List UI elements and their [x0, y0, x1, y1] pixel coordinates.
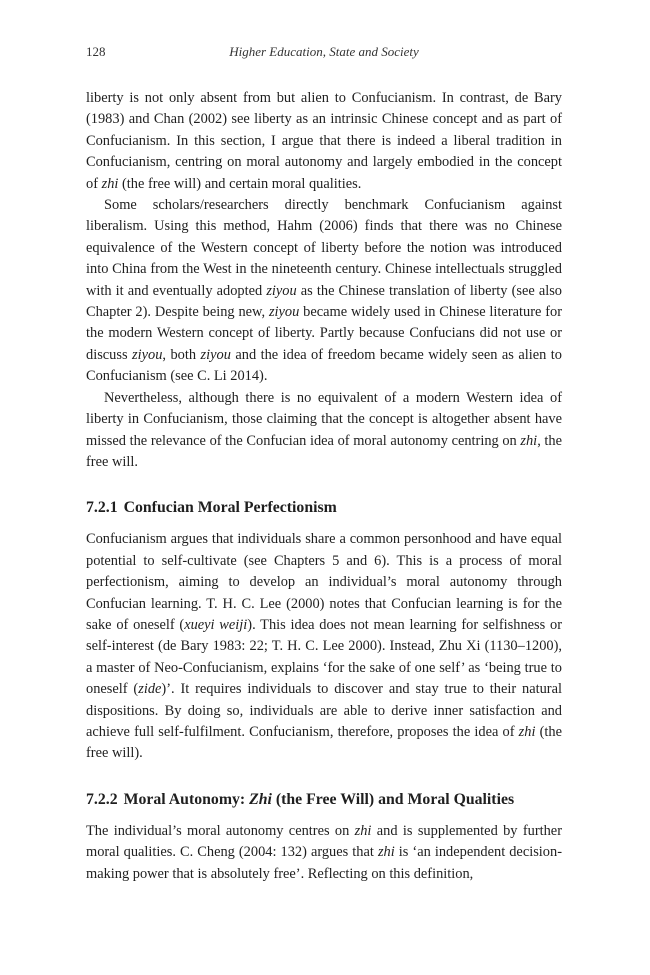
text-run: , the free will.	[86, 432, 562, 470]
italic-term: zhi	[101, 175, 119, 192]
italic-term: zide	[138, 681, 162, 698]
text-run: became widely used in Chinese literature for the modern Western concept of liberty. Partly because Confucians did not use or discuss	[86, 304, 562, 363]
section-number: 7.2.2	[86, 790, 118, 808]
page-body	[86, 88, 562, 885]
section-number: 7.2.1	[86, 499, 118, 517]
section-title-prefix: Moral Autonomy:	[123, 790, 250, 808]
section-title-italic: Zhi	[249, 790, 272, 808]
running-title: Higher Education, State and Society	[229, 44, 419, 59]
paragraph	[86, 195, 562, 388]
text-run: Nevertheless, although there is no equivalent of a modern Western idea of liberty in Confucianism, those claiming that the concept is altogether absent have missed the relevance of the Confucian idea of moral autonomy centring on	[86, 389, 562, 449]
section-heading	[86, 497, 562, 519]
text-run: Confucianism argues that individuals share a common personhood and have equal potential to self-cultivate (see Chapters 5 and 6). This is a process of moral perfectionism, aiming to develop an individual’s moral autonomy through Confucian learning. T. H. C. Lee (2000) notes that Confucian learning is for the sake of oneself (	[86, 531, 562, 633]
text-run: Some scholars/researchers directly benchmark Confucianism against liberalism. Using this method, Hahm (2006) finds that there was no Chinese equivalence of the Western concept of liberty before the notion was introduced into China from the West in the nineteenth century. Chinese intellectuals struggled with it and eventually adopted	[86, 197, 562, 299]
paragraph	[86, 388, 562, 474]
italic-term: ziyou	[200, 346, 231, 363]
italic-term: zhi	[520, 432, 538, 449]
text-run: is ‘an independent decision-making power that is absolutely free’. Reflecting on this definition,	[86, 844, 562, 882]
text-run: , both	[162, 346, 201, 363]
section-heading	[86, 789, 562, 811]
section-title: Confucian Moral Perfectionism	[123, 499, 337, 517]
italic-term: ziyou	[268, 304, 300, 321]
italic-term: zhi	[354, 822, 372, 839]
text-run: liberty is not only absent from but alien to Confucianism. In contrast, de Bary (1983) and Chan (2002) see liberty as an intrinsic Chinese concept and as part of Confucianism. In this section, I argue that there is indeed a liberal tradition in Confucianism, centring on moral autonomy and largely embodied in the concept of	[86, 90, 562, 192]
paragraph	[86, 88, 562, 195]
italic-term: ziyou	[266, 282, 297, 299]
text-run: (the free will).	[86, 723, 562, 762]
italic-term: zhi	[518, 723, 536, 740]
paragraph	[86, 821, 562, 885]
italic-term: zhi	[377, 844, 395, 861]
running-head	[86, 44, 562, 64]
text-run: and is supplemented by further moral qualities. C. Cheng (2004: 132) argues that	[86, 822, 562, 861]
text-run: The individual’s moral autonomy centres on	[86, 822, 355, 839]
text-run: ). This idea does not mean learning for selfishness or self-interest (de Bary 1983: 22; T. H. C. Lee 2000). Instead, Zhu Xi (1130–1200), a master of Neo-Confucianism, explains ‘for the sake of one self’ as ‘being true to oneself (	[86, 616, 563, 698]
text-run: and the idea of freedom became widely seen as alien to Confucianism (see C. Li 2014).	[86, 346, 562, 385]
paragraph	[86, 529, 562, 764]
text-run: )’. It requires individuals to discover and stay true to their natural dispositions. By doing so, individuals are able to derive inner satisfaction and achieve full self-fulfilment. Confucianism, therefore, proposes the idea of	[86, 681, 562, 740]
text-run: (the free will) and certain moral qualities.	[118, 175, 362, 192]
page-number: 128	[86, 44, 106, 59]
italic-term: ziyou	[132, 346, 163, 363]
italic-term: xueyi weiji	[184, 616, 248, 633]
text-run: as the Chinese translation of liberty (see also Chapter 2). Despite being new,	[86, 282, 563, 321]
section-title-suffix: (the Free Will) and Moral Qualities	[271, 790, 515, 808]
